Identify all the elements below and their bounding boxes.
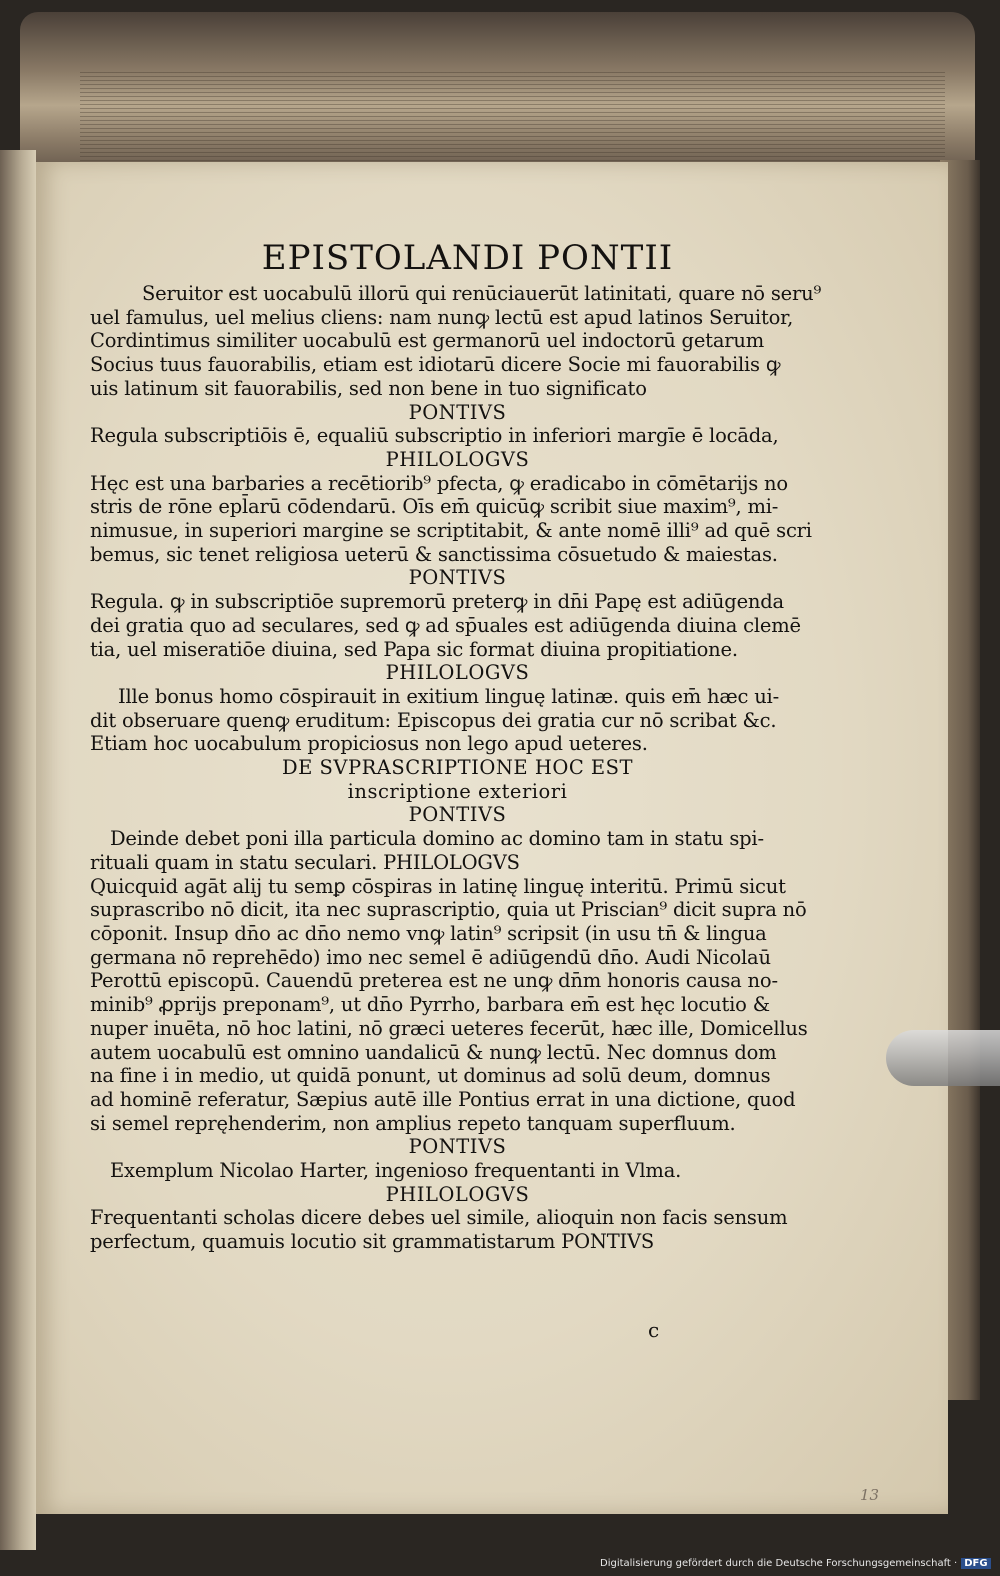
text-line: tia, uel miseratiōe diuina, sed Papa sic format diuina propitiatione. xyxy=(90,637,738,661)
text-line: germana nō reprehēdo) imo nec semel ē adiūgendū dn̄o. Audi Nicolaū xyxy=(90,945,771,969)
section-heading: PONTIVS xyxy=(408,566,507,590)
text-line: cōponit. Insup dn̄o ac dn̄o nemo vnꝙ latin⁹ scripsit (in usu tn̄ & lingua xyxy=(90,921,767,945)
text-line: Cordintimus similiter uocabulū est germanorū uel indoctorū getarum xyxy=(90,329,765,353)
section-heading: PHILOLOGVS xyxy=(385,1182,530,1206)
book-clip xyxy=(886,1030,1000,1086)
text-line: dit obseruare quenꝙ eruditum: Episcopus dei gratia cur nō scribat &c. xyxy=(90,708,777,732)
text-line: na fine i in medio, ut quidā ponunt, ut dominus ad solū deum, domnus xyxy=(90,1064,771,1088)
section-heading: PONTIVS xyxy=(408,803,507,827)
text-line: Regula subscriptiōis ē, equaliū subscriptio in inferiori margīe ē locāda, xyxy=(90,424,779,448)
page-title: EPISTOLANDI PONTII xyxy=(261,238,674,278)
text-line: autem uocabulū est omnino uandalicū & nunꝙ lectū. Nec domnus dom xyxy=(90,1040,777,1064)
text-line: bemus, sic tenet religiosa ueterū & sanctissima cōsuetudo & maiestas. xyxy=(90,542,778,566)
section-heading: DE SVPRASCRIPTIONE HOC EST xyxy=(281,756,634,780)
text-line: stris de rōne epl̄arū cōdendarū. Oīs em̄ quicūꝙ scribit siue maxim⁹, mi- xyxy=(90,495,779,519)
left-leaf-edge xyxy=(0,150,36,1550)
page-text xyxy=(90,236,825,1254)
text-line: Deinde debet poni illa particula domino ac domino tam in statu spi- xyxy=(110,827,764,851)
text-line: Perottū episcopū. Cauendū preterea est ne unꝙ dn̄m honoris causa no- xyxy=(90,969,778,993)
text-line: uis latinum sit fauorabilis, sed non bene in tuo significato xyxy=(90,376,647,400)
text-line: Hęc est una barbaries a recētiorib⁹ pfecta, ꝙ eradicabo in cōmētarijs no xyxy=(90,471,788,495)
dfg-logo: DFG xyxy=(961,1558,990,1569)
text-line: Seruitor est uocabulū illorū qui renūciauerūt latinitati, quare nō seru⁹ xyxy=(142,282,822,305)
section-heading: inscriptione exteriori xyxy=(347,779,568,803)
text-line: rituali quam in statu seculari. PHILOLOGVS xyxy=(90,850,520,874)
text-line: Exemplum Nicolao Harter, ingenioso frequentanti in Vlma. xyxy=(110,1159,682,1183)
text-line: nimusue, in superiori margine se scriptitabit, & ante nomē illi⁹ ad quē scri xyxy=(90,519,812,543)
digitization-credit xyxy=(600,1558,991,1569)
text-lines xyxy=(90,282,825,1254)
text-line: Etiam hoc uocabulum propiciosus non lego apud ueteres. xyxy=(90,732,648,756)
book-top-edge xyxy=(20,12,975,182)
section-heading: PONTIVS xyxy=(408,1135,507,1159)
text-line: Regula. ꝙ in subscriptiōe supremorū preterꝙ in dn̄i Papę est adiūgenda xyxy=(90,590,784,614)
folio-number: 13 xyxy=(860,1486,880,1504)
text-line: suprascribo nō dicit, ita nec suprascriptio, quia ut Priscian⁹ dicit supra nō xyxy=(90,898,807,922)
text-line: Socius tuus fauorabilis, etiam est idiotarū dicere Socie mi fauorabilis ꝙ xyxy=(90,353,781,377)
text-line: si semel repręhenderim, non amplius repeto tanquam superfluum. xyxy=(90,1111,736,1135)
page-edges xyxy=(80,72,945,162)
section-heading: PHILOLOGVS xyxy=(385,447,530,471)
signature-mark: c xyxy=(648,1318,660,1342)
text-line: nuper inuēta, nō hoc latini, nō græci ueteres fecerūt, hæc ille, Domicellus xyxy=(90,1016,808,1040)
text-line: dei gratia quo ad seculares, sed ꝙ ad sp̄uales est adiūgenda diuina clemē xyxy=(90,613,801,637)
text-line: ad hominē referatur, Sæpius autē ille Pontius errat in una dictione, quod xyxy=(90,1087,796,1111)
text-line: Frequentanti scholas dicere debes uel simile, alioquin non facis sensum xyxy=(90,1206,788,1230)
text-line: minib⁹ ꝓprijs preponam⁹, ut dn̄o Pyrrho, barbara em̄ est hęc locutio & xyxy=(90,993,770,1017)
text-line: perfectum, quamuis locutio sit grammatistarum PONTIVS xyxy=(90,1230,655,1254)
text-line: Quicquid agāt alij tu semꝑ cōspiras in latinę linguę interitū. Primū sicut xyxy=(90,874,786,898)
section-heading: PONTIVS xyxy=(408,400,507,424)
text-line: uel famulus, uel melius cliens: nam nunꝙ lectū est apud latinos Seruitor, xyxy=(90,305,794,329)
text-line: Ille bonus homo cōspirauit in exitium linguę latinæ. quis em̄ hæc ui- xyxy=(118,684,779,708)
credit-text: Digitalisierung gefördert durch die Deutsche Forschungsgemeinschaft · xyxy=(600,1558,958,1569)
section-heading: PHILOLOGVS xyxy=(385,661,530,685)
